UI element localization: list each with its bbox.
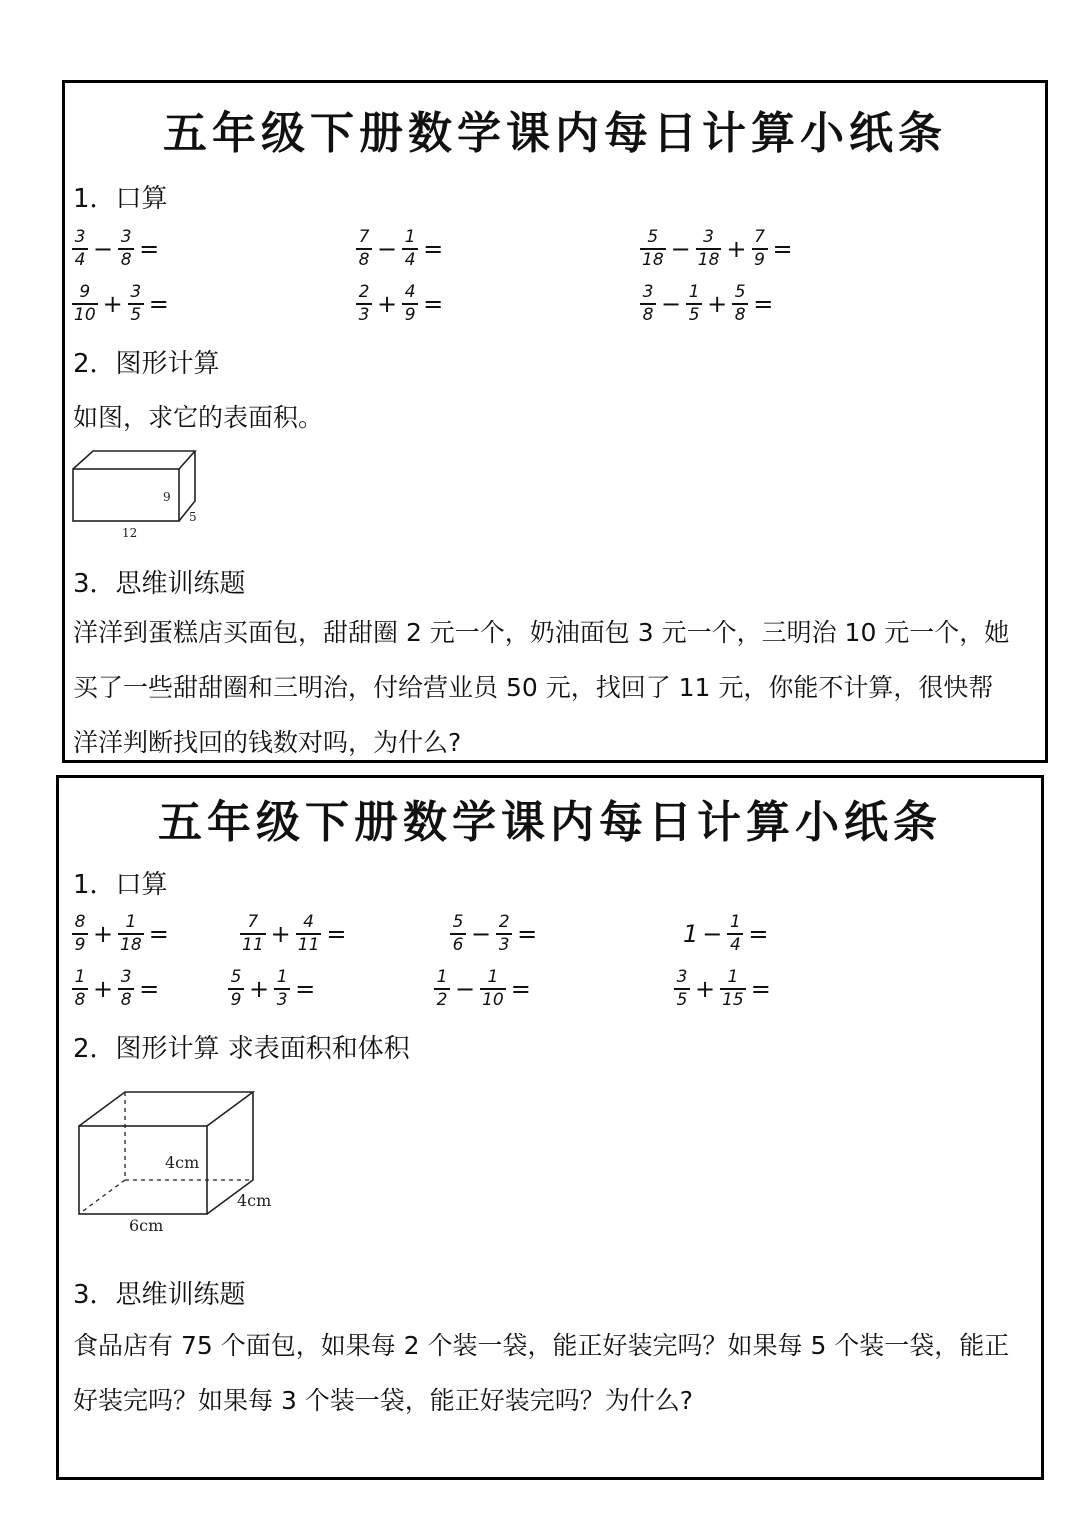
oral-expression: $\frac{3}{5}$ + $\frac{1}{15}$ = xyxy=(671,961,773,1017)
fraction: $\frac{9}{10}$ xyxy=(74,282,96,325)
section-oral-heading: 1．口算 xyxy=(73,184,168,214)
width-label: 4cm xyxy=(237,1191,272,1210)
card-title: 五年级下册数学课内每日计算小纸条 xyxy=(158,797,942,848)
fraction: $\frac{1}{18}$ xyxy=(120,912,142,955)
fraction: $\frac{5}{6}$ xyxy=(450,912,466,956)
fraction: $\frac{1}{3}$ xyxy=(274,967,290,1011)
oral-expression: $\frac{8}{9}$ + $\frac{1}{18}$ = xyxy=(69,906,171,962)
fraction: $\frac{2}{3}$ xyxy=(496,912,512,956)
fraction: $\frac{1}{4}$ xyxy=(727,912,743,956)
oral-expression: $\frac{3}{4}$ − $\frac{3}{8}$ = xyxy=(69,221,161,277)
fraction: $\frac{3}{5}$ xyxy=(674,967,690,1011)
fraction: $\frac{3}{5}$ xyxy=(128,282,144,326)
cuboid-figure xyxy=(69,445,219,545)
fraction: $\frac{5}{9}$ xyxy=(228,967,244,1011)
fraction: $\frac{3}{18}$ xyxy=(697,227,720,270)
fraction: $\frac{8}{9}$ xyxy=(72,912,88,956)
fraction: $\frac{3}{8}$ xyxy=(118,227,134,271)
geometry-prompt: 如图，求它的表面积。 xyxy=(73,403,324,432)
section-oral-heading: 1．口算 xyxy=(73,870,168,900)
fraction: $\frac{1}{2}$ xyxy=(434,967,450,1011)
oral-expression: $\frac{9}{10}$ + $\frac{3}{5}$ = xyxy=(74,282,169,325)
length-label: 12 xyxy=(122,526,138,540)
cuboid-top-face xyxy=(73,451,195,469)
oral-expression: $\frac{7}{8}$ − $\frac{1}{4}$ = xyxy=(353,221,445,277)
fraction: $\frac{1}{8}$ xyxy=(72,967,88,1011)
oral-expression: $\frac{3}{8}$ − $\frac{1}{5}$ + $\frac{5}{8}$ = xyxy=(637,276,775,332)
fraction: $\frac{2}{3}$ xyxy=(356,282,372,326)
fraction: $\frac{3}{8}$ xyxy=(118,967,134,1011)
cuboid-top-face xyxy=(79,1092,253,1126)
fraction: $\frac{3}{8}$ xyxy=(640,282,656,326)
fraction: $\frac{3}{4}$ xyxy=(72,227,88,271)
worksheet-card-2 xyxy=(56,775,1044,1480)
oral-expression: 1 − $\frac{1}{4}$ = xyxy=(683,912,769,955)
fraction: $\frac{7}{9}$ xyxy=(752,227,768,271)
card-title: 五年级下册数学课内每日计算小纸条 xyxy=(163,108,947,159)
fraction: $\frac{7}{8}$ xyxy=(356,227,372,271)
oral-expression: $\frac{5}{18}$ − $\frac{3}{18}$ + $\frac{7}{9}$ = xyxy=(642,227,793,270)
fraction: $\frac{4}{11}$ xyxy=(297,912,320,955)
worksheet-card-1 xyxy=(62,80,1048,763)
oral-expression: $\frac{2}{3}$ + $\frac{4}{9}$ = xyxy=(353,276,445,332)
cuboid-figure xyxy=(75,1086,305,1236)
section-thinking-heading: 3．思维训练题 xyxy=(73,569,246,599)
fraction: $\frac{5}{18}$ xyxy=(642,227,664,270)
oral-expression: $\frac{1}{2}$ − $\frac{1}{10}$ = xyxy=(431,961,533,1017)
length-label: 6cm xyxy=(129,1216,164,1235)
oral-expression: $\frac{5}{6}$ − $\frac{2}{3}$ = xyxy=(447,906,539,962)
height-label: 4cm xyxy=(165,1153,200,1172)
oral-expression: $\frac{7}{11}$ + $\frac{4}{11}$ = xyxy=(242,912,347,955)
fraction: $\frac{1}{4}$ xyxy=(402,227,418,271)
section-geometry-heading: 2．图形计算 xyxy=(73,349,220,379)
width-label: 5 xyxy=(189,510,197,524)
fraction: $\frac{5}{8}$ xyxy=(732,282,748,326)
fraction: $\frac{1}{15}$ xyxy=(722,967,744,1010)
fraction: $\frac{1}{10}$ xyxy=(482,967,504,1010)
thinking-problem-text: 食品店有 75 个面包，如果每 2 个装一袋，能正好装完吗？如果每 5 个装一袋，能正好装完吗？如果每 3 个装一袋，能正好装完吗？为什么? xyxy=(73,1331,1010,1415)
fraction: $\frac{4}{9}$ xyxy=(402,282,418,326)
oral-expression: $\frac{1}{8}$ + $\frac{3}{8}$ = xyxy=(69,961,161,1017)
height-label: 9 xyxy=(163,490,171,504)
fraction: $\frac{7}{11}$ xyxy=(242,912,264,955)
oral-expression: $\frac{5}{9}$ + $\frac{1}{3}$ = xyxy=(225,961,317,1017)
section-thinking-heading: 3．思维训练题 xyxy=(73,1280,246,1310)
thinking-problem-text: 洋洋到蛋糕店买面包，甜甜圈 2 元一个，奶油面包 3 元一个，三明治 10 元一个，她买了一些甜甜圈和三明治，付给营业员 50 元，找回了 11 元，你能不计算，很快帮洋洋判断找回的钱数对吗，为什么? xyxy=(73,618,1010,757)
section-geometry-heading: 2．图形计算 求表面积和体积 xyxy=(73,1034,410,1064)
fraction: $\frac{1}{5}$ xyxy=(686,282,702,326)
